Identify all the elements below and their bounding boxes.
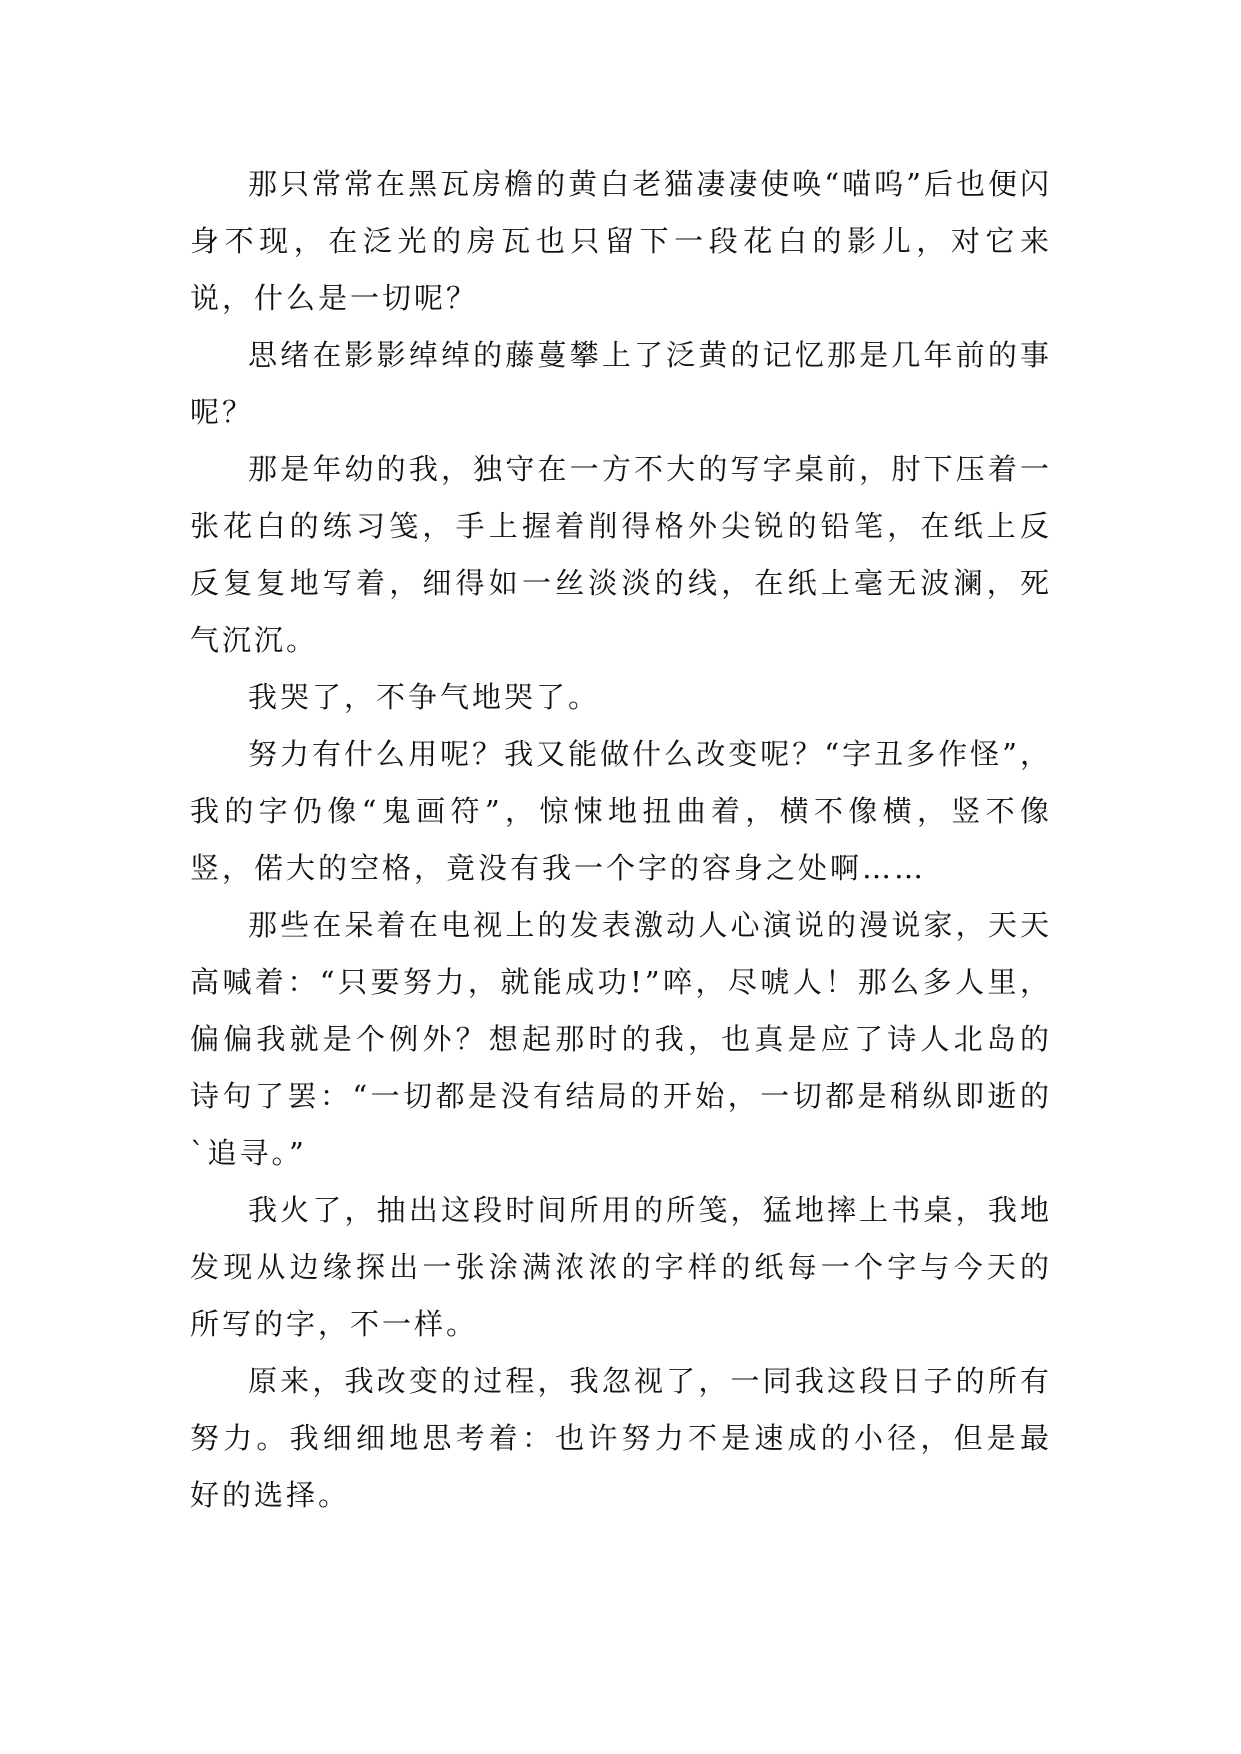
- document-body: [190, 156, 1052, 1524]
- paragraph-3: 那是年幼的我，独守在一方不大的写字桌前，肘下压着一张花白的练习笺，手上握着削得格外尖锐的铅笔，在纸上反反复复地写着，细得如一丝淡淡的线，在纸上毫无波澜，死气沉沉。: [190, 452, 1052, 657]
- paragraph-1: 那只常常在黑瓦房檐的黄白老猫凄凄使唤“喵呜”后也便闪身不现，在泛光的房瓦也只留下一段花白的影儿，对它来说，什么是一切呢？: [190, 167, 1052, 315]
- paragraph-4: 我哭了，不争气地哭了。: [248, 680, 601, 714]
- paragraph-6: 那些在呆着在电视上的发表激动人心演说的漫说家，天天高喊着：“只要努力，就能成功!”啐，尽唬人！那么多人里，偏偏我就是个例外？想起那时的我，也真是应了诗人北岛的诗句了罢：“一切都是没有结局的开始，一切都是稍纵即逝的`追寻。”: [190, 908, 1052, 1170]
- paragraph-2: 思绪在影影绰绰的藤蔓攀上了泛黄的记忆那是几年前的事呢？: [190, 338, 1052, 429]
- paragraph-8: 原来，我改变的过程，我忽视了，一同我这段日子的所有努力。我细细地思考着：也许努力不是速成的小径，但是最好的选择。: [190, 1364, 1052, 1512]
- paragraph-5: 努力有什么用呢？我又能做什么改变呢？“字丑多作怪”，我的字仍像“鬼画符”，惊悚地扭曲着，横不像横，竖不像竖，偌大的空格，竟没有我一个字的容身之处啊……: [190, 737, 1052, 885]
- paragraph-7: 我火了，抽出这段时间所用的所笺，猛地摔上书桌，我地发现从边缘探出一张涂满浓浓的字样的纸每一个字与今天的所写的字，不一样。: [190, 1193, 1052, 1341]
